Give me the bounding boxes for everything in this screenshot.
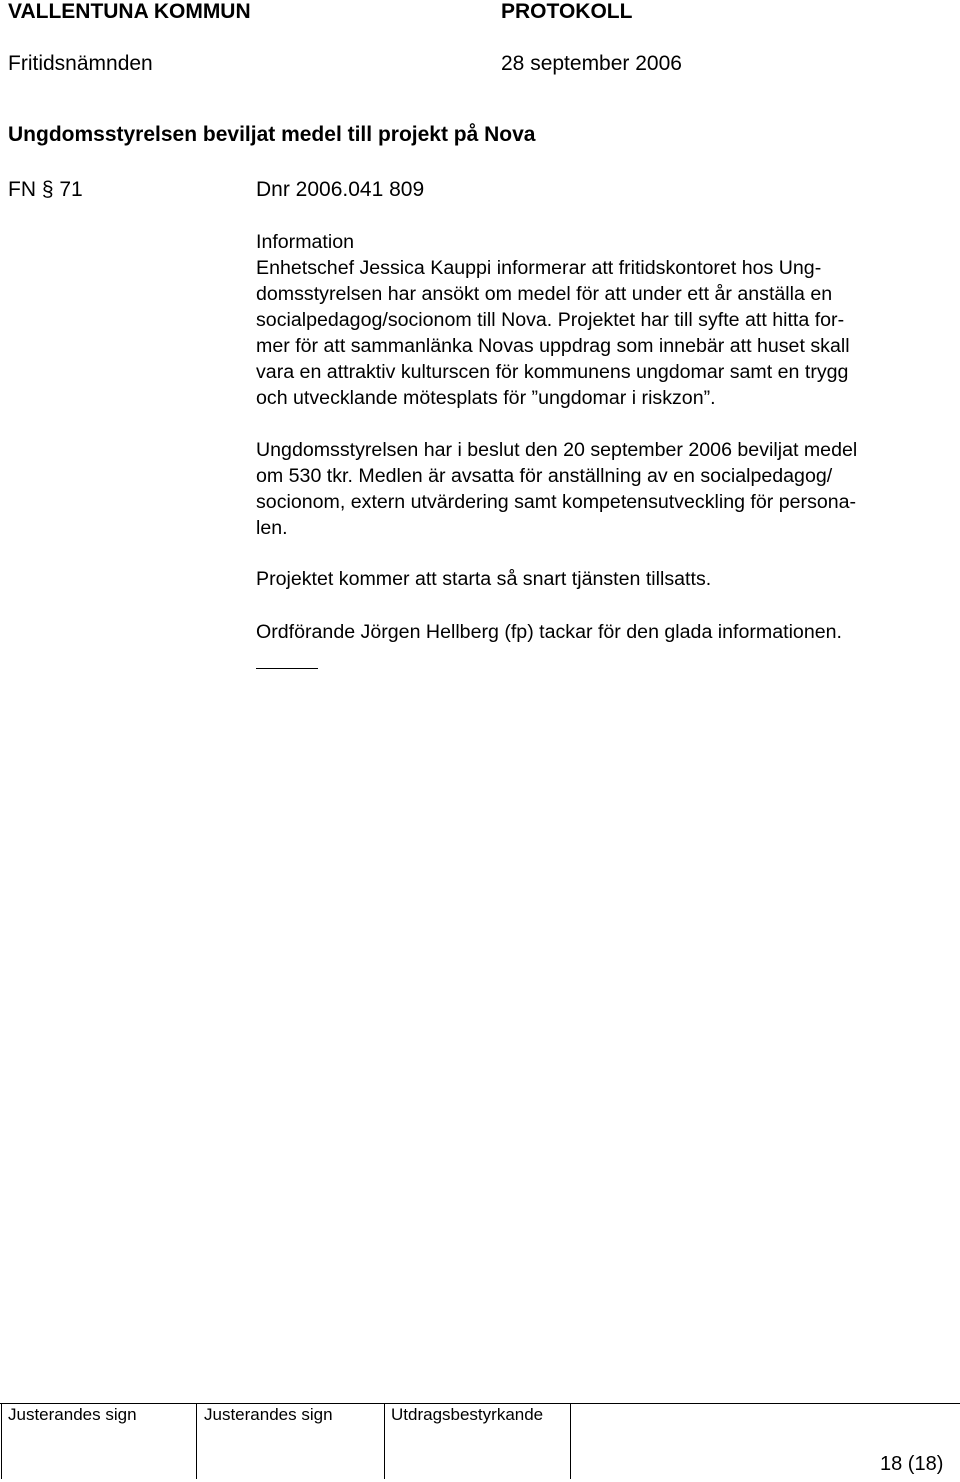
body-line: Ordförande Jörgen Hellberg (fp) tackar för den glada informationen. — [256, 621, 842, 643]
footer-column-border — [196, 1403, 197, 1479]
body-line: len. — [256, 517, 288, 539]
chair-thanks-paragraph — [256, 619, 956, 645]
organization-name: VALLENTUNA KOMMUN — [8, 0, 251, 23]
footer-column-border — [384, 1403, 385, 1479]
meeting-date: 28 september 2006 — [501, 52, 682, 75]
information-block — [256, 229, 956, 411]
signature-label-1: Justerandes sign — [8, 1405, 137, 1424]
body-line: och utvecklande mötesplats för ”ungdomar i riskzon”. — [256, 387, 716, 409]
decision-paragraph — [256, 437, 956, 541]
body-line: om 530 tkr. Medlen är avsatta för anställning av en socialpedagog/ — [256, 465, 833, 487]
signature-label-2: Justerandes sign — [204, 1405, 333, 1424]
committee-name: Fritidsnämnden — [8, 52, 153, 75]
body-line: vara en attraktiv kulturscen för kommunens ungdomar samt en trygg — [256, 361, 849, 383]
end-of-paragraph-rule — [256, 668, 318, 669]
footer-column-border — [1, 1403, 2, 1479]
body-line: mer för att sammanlänka Novas uppdrag som innebär att huset skall — [256, 335, 850, 357]
document-type: PROTOKOLL — [501, 0, 633, 23]
body-line: Projektet kommer att starta så snart tjänsten tillsatts. — [256, 568, 712, 590]
body-line: socialpedagog/socionom till Nova. Projektet har till syfte att hitta for- — [256, 309, 845, 331]
paragraph-number: FN § 71 — [8, 178, 83, 201]
information-heading: Information — [256, 231, 355, 253]
footer-divider — [0, 1403, 960, 1404]
body-line: Enhetschef Jessica Kauppi informerar att fritidskontoret hos Ung- — [256, 257, 822, 279]
footer-column-border — [570, 1403, 571, 1479]
body-line: Ungdomsstyrelsen har i beslut den 20 september 2006 beviljat medel — [256, 439, 858, 461]
extract-certification-label: Utdragsbestyrkande — [391, 1405, 544, 1424]
dnr-number: Dnr 2006.041 809 — [256, 178, 425, 201]
section-title: Ungdomsstyrelsen beviljat medel till projekt på Nova — [8, 123, 536, 146]
project-start-paragraph — [256, 566, 956, 592]
body-line: socionom, extern utvärdering samt kompetensutveckling för persona- — [256, 491, 857, 513]
body-line: domsstyrelsen har ansökt om medel för att under ett år anställa en — [256, 283, 833, 305]
page-number: 18 (18) — [880, 1453, 944, 1475]
